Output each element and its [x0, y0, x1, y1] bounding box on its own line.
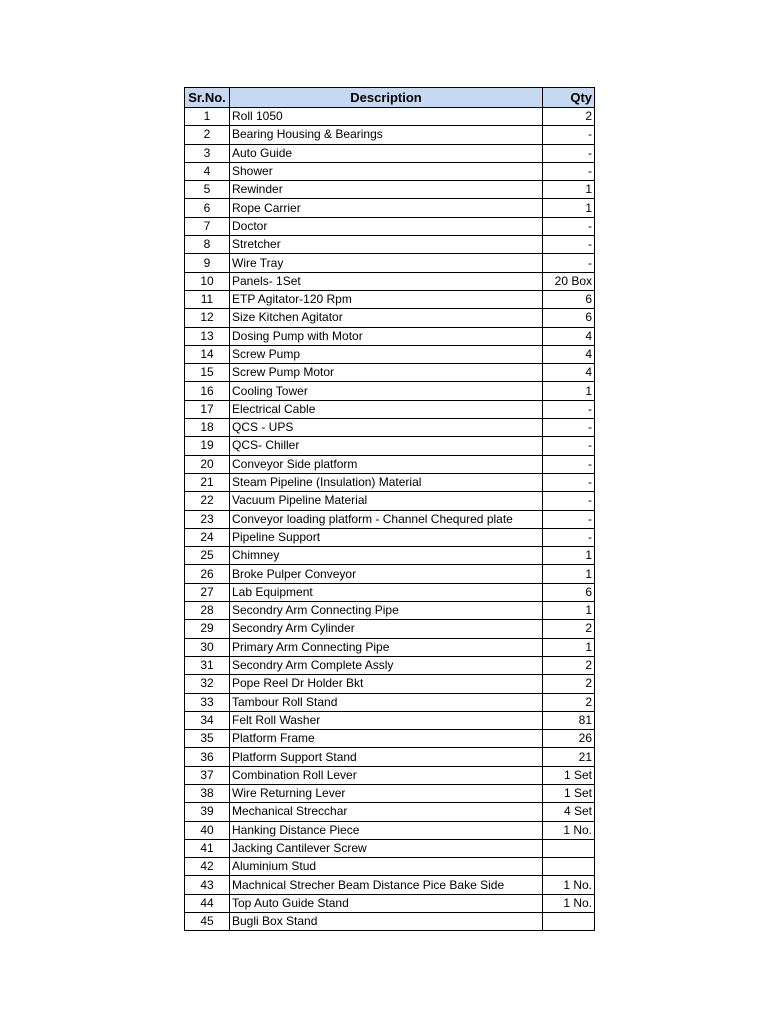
table-row	[185, 620, 595, 638]
description-cell: Felt Roll Washer	[230, 711, 543, 729]
sr-no-cell: 20	[185, 455, 230, 473]
description-cell: Broke Pulper Conveyor	[230, 565, 543, 583]
table-row	[185, 565, 595, 583]
sr-no-cell: 35	[185, 730, 230, 748]
table-row	[185, 437, 595, 455]
sr-no-cell: 34	[185, 711, 230, 729]
qty-cell: 4	[543, 364, 595, 382]
table-row	[185, 382, 595, 400]
description-cell: Jacking Cantilever Screw	[230, 839, 543, 857]
qty-cell: 1 No.	[543, 821, 595, 839]
description-cell: Size Kitchen Agitator	[230, 309, 543, 327]
table-row	[185, 327, 595, 345]
table-row	[185, 583, 595, 601]
sr-no-cell: 37	[185, 766, 230, 784]
sr-no-cell: 23	[185, 510, 230, 528]
sr-no-cell: 43	[185, 876, 230, 894]
qty-cell: -	[543, 473, 595, 491]
table-row	[185, 108, 595, 126]
description-cell: Auto Guide	[230, 144, 543, 162]
qty-cell: 21	[543, 748, 595, 766]
description-cell: Dosing Pump with Motor	[230, 327, 543, 345]
description-cell: Secondry Arm Complete Assly	[230, 656, 543, 674]
qty-cell: 81	[543, 711, 595, 729]
sr-no-cell: 9	[185, 254, 230, 272]
table-row	[185, 821, 595, 839]
sr-no-cell: 44	[185, 894, 230, 912]
description-cell: Conveyor Side platform	[230, 455, 543, 473]
description-cell: Machnical Strecher Beam Distance Pice Bake Side	[230, 876, 543, 894]
header-description: Description	[230, 88, 543, 108]
sr-no-cell: 12	[185, 309, 230, 327]
qty-cell: 1	[543, 547, 595, 565]
description-cell: Lab Equipment	[230, 583, 543, 601]
qty-cell: 2	[543, 656, 595, 674]
qty-cell: 6	[543, 583, 595, 601]
description-cell: Aluminium Stud	[230, 858, 543, 876]
qty-cell: 2	[543, 108, 595, 126]
qty-cell: -	[543, 400, 595, 418]
sr-no-cell: 24	[185, 528, 230, 546]
table-row	[185, 345, 595, 363]
qty-cell: 4 Set	[543, 803, 595, 821]
sr-no-cell: 3	[185, 144, 230, 162]
sr-no-cell: 29	[185, 620, 230, 638]
sr-no-cell: 4	[185, 162, 230, 180]
sr-no-cell: 22	[185, 492, 230, 510]
sr-no-cell: 27	[185, 583, 230, 601]
sr-no-cell: 41	[185, 839, 230, 857]
table-row	[185, 254, 595, 272]
qty-cell: 26	[543, 730, 595, 748]
qty-cell: 4	[543, 345, 595, 363]
description-cell: Doctor	[230, 217, 543, 235]
table-row	[185, 766, 595, 784]
description-cell: Primary Arm Connecting Pipe	[230, 638, 543, 656]
description-cell: Wire Returning Lever	[230, 784, 543, 802]
qty-cell: -	[543, 254, 595, 272]
qty-cell: -	[543, 162, 595, 180]
sr-no-cell: 18	[185, 419, 230, 437]
qty-cell: 1	[543, 602, 595, 620]
sr-no-cell: 2	[185, 126, 230, 144]
sr-no-cell: 8	[185, 236, 230, 254]
table-row	[185, 400, 595, 418]
table-row	[185, 272, 595, 290]
sr-no-cell: 13	[185, 327, 230, 345]
header-row	[185, 88, 595, 108]
sr-no-cell: 42	[185, 858, 230, 876]
description-cell: Hanking Distance Piece	[230, 821, 543, 839]
sr-no-cell: 26	[185, 565, 230, 583]
qty-cell: -	[543, 419, 595, 437]
table-row	[185, 217, 595, 235]
description-cell: Secondry Arm Connecting Pipe	[230, 602, 543, 620]
equipment-table	[184, 87, 595, 931]
table-row	[185, 181, 595, 199]
description-cell: Top Auto Guide Stand	[230, 894, 543, 912]
qty-cell: 1 Set	[543, 784, 595, 802]
description-cell: Bearing Housing & Bearings	[230, 126, 543, 144]
description-cell: Mechanical Strecchar	[230, 803, 543, 821]
description-cell: Screw Pump	[230, 345, 543, 363]
table-row	[185, 144, 595, 162]
qty-cell: -	[543, 528, 595, 546]
table-row	[185, 876, 595, 894]
description-cell: QCS- Chiller	[230, 437, 543, 455]
description-cell: Conveyor loading platform - Channel Chequred plate	[230, 510, 543, 528]
qty-cell: 2	[543, 620, 595, 638]
description-cell: Rewinder	[230, 181, 543, 199]
qty-cell: -	[543, 510, 595, 528]
table-row	[185, 199, 595, 217]
description-cell: Wire Tray	[230, 254, 543, 272]
description-cell: Panels- 1Set	[230, 272, 543, 290]
sr-no-cell: 21	[185, 473, 230, 491]
table-row	[185, 913, 595, 931]
qty-cell	[543, 839, 595, 857]
table-row	[185, 547, 595, 565]
table-row	[185, 894, 595, 912]
table-body	[185, 108, 595, 931]
qty-cell	[543, 913, 595, 931]
description-cell: Secondry Arm Cylinder	[230, 620, 543, 638]
sr-no-cell: 1	[185, 108, 230, 126]
qty-cell: 20 Box	[543, 272, 595, 290]
table-row	[185, 656, 595, 674]
description-cell: Electrical Cable	[230, 400, 543, 418]
table-row	[185, 675, 595, 693]
qty-cell: -	[543, 437, 595, 455]
qty-cell: -	[543, 144, 595, 162]
description-cell: Combination Roll Lever	[230, 766, 543, 784]
sr-no-cell: 45	[185, 913, 230, 931]
sr-no-cell: 14	[185, 345, 230, 363]
qty-cell: 1	[543, 181, 595, 199]
description-cell: Pipeline Support	[230, 528, 543, 546]
description-cell: Screw Pump Motor	[230, 364, 543, 382]
table-row	[185, 419, 595, 437]
sr-no-cell: 7	[185, 217, 230, 235]
sr-no-cell: 11	[185, 290, 230, 308]
description-cell: ETP Agitator-120 Rpm	[230, 290, 543, 308]
sr-no-cell: 15	[185, 364, 230, 382]
description-cell: Chimney	[230, 547, 543, 565]
table-row	[185, 309, 595, 327]
description-cell: Stretcher	[230, 236, 543, 254]
description-cell: Shower	[230, 162, 543, 180]
table-row	[185, 858, 595, 876]
sr-no-cell: 40	[185, 821, 230, 839]
qty-cell: -	[543, 217, 595, 235]
table-row	[185, 748, 595, 766]
description-cell: Bugli Box Stand	[230, 913, 543, 931]
qty-cell: -	[543, 455, 595, 473]
description-cell: Steam Pipeline (Insulation) Material	[230, 473, 543, 491]
description-cell: Tambour Roll Stand	[230, 693, 543, 711]
sr-no-cell: 6	[185, 199, 230, 217]
sr-no-cell: 25	[185, 547, 230, 565]
table-row	[185, 803, 595, 821]
qty-cell: 1 No.	[543, 894, 595, 912]
table-row	[185, 602, 595, 620]
description-cell: Vacuum Pipeline Material	[230, 492, 543, 510]
description-cell: Cooling Tower	[230, 382, 543, 400]
description-cell: Platform Support Stand	[230, 748, 543, 766]
description-cell: Rope Carrier	[230, 199, 543, 217]
table-row	[185, 638, 595, 656]
table-row	[185, 528, 595, 546]
sr-no-cell: 16	[185, 382, 230, 400]
table-row	[185, 693, 595, 711]
qty-cell: 1 No.	[543, 876, 595, 894]
qty-cell: 1	[543, 565, 595, 583]
sr-no-cell: 28	[185, 602, 230, 620]
qty-cell: 1	[543, 382, 595, 400]
sr-no-cell: 36	[185, 748, 230, 766]
equipment-list-sheet	[184, 87, 594, 931]
table-row	[185, 162, 595, 180]
qty-cell: 2	[543, 693, 595, 711]
description-cell: Pope Reel Dr Holder Bkt	[230, 675, 543, 693]
table-header	[185, 88, 595, 108]
header-qty: Qty	[543, 88, 595, 108]
sr-no-cell: 19	[185, 437, 230, 455]
qty-cell: 6	[543, 309, 595, 327]
header-sr-no: Sr.No.	[185, 88, 230, 108]
sr-no-cell: 32	[185, 675, 230, 693]
qty-cell: 6	[543, 290, 595, 308]
qty-cell: -	[543, 236, 595, 254]
qty-cell: 4	[543, 327, 595, 345]
description-cell: QCS - UPS	[230, 419, 543, 437]
table-row	[185, 510, 595, 528]
qty-cell	[543, 858, 595, 876]
qty-cell: -	[543, 126, 595, 144]
sr-no-cell: 30	[185, 638, 230, 656]
qty-cell: 1	[543, 638, 595, 656]
table-row	[185, 455, 595, 473]
table-row	[185, 126, 595, 144]
table-row	[185, 784, 595, 802]
sr-no-cell: 38	[185, 784, 230, 802]
qty-cell: 1 Set	[543, 766, 595, 784]
sr-no-cell: 17	[185, 400, 230, 418]
qty-cell: 1	[543, 199, 595, 217]
table-row	[185, 290, 595, 308]
sr-no-cell: 5	[185, 181, 230, 199]
table-row	[185, 839, 595, 857]
description-cell: Roll 1050	[230, 108, 543, 126]
table-row	[185, 364, 595, 382]
qty-cell: -	[543, 492, 595, 510]
sr-no-cell: 10	[185, 272, 230, 290]
qty-cell: 2	[543, 675, 595, 693]
table-row	[185, 236, 595, 254]
sr-no-cell: 33	[185, 693, 230, 711]
table-row	[185, 492, 595, 510]
table-row	[185, 730, 595, 748]
sr-no-cell: 39	[185, 803, 230, 821]
sr-no-cell: 31	[185, 656, 230, 674]
description-cell: Platform Frame	[230, 730, 543, 748]
table-row	[185, 711, 595, 729]
table-row	[185, 473, 595, 491]
